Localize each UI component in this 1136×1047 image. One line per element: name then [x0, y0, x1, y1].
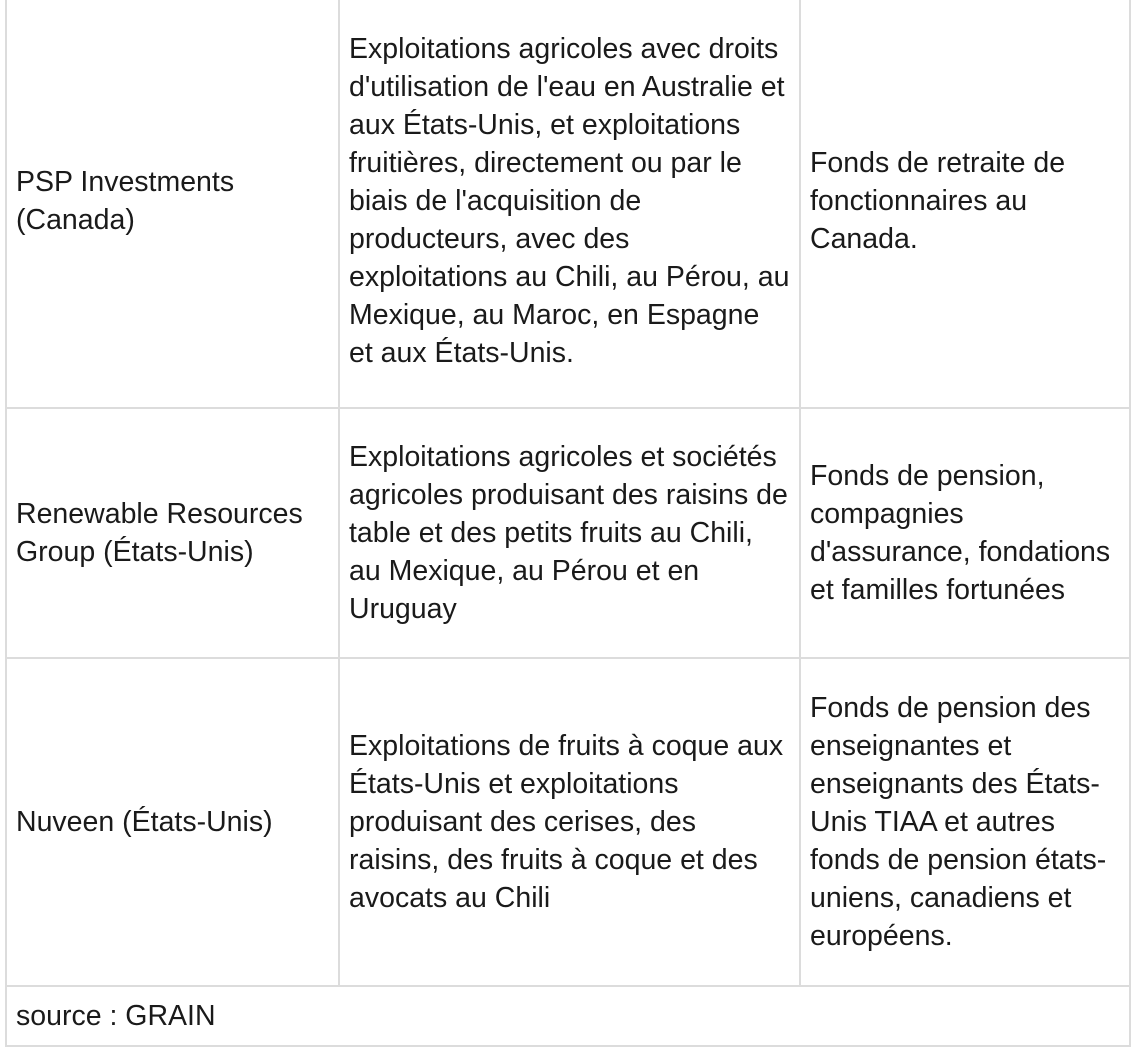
table-row [6, 408, 1130, 658]
company-cell [6, 658, 339, 986]
investors-text: Fonds de pension, compagnies d'assurance, fondations et familles fortunées [810, 460, 1111, 606]
source-text: source : GRAIN [16, 1000, 216, 1032]
investors-text: Fonds de retraite de fonctionnaires au Canada. [810, 146, 1066, 255]
source-cell [6, 986, 1130, 1046]
holdings-text: Exploitations de fruits à coque aux États-Unis et exploitations produisant des cerises, des raisins, des fruits à coque et des avocats au Chili [349, 730, 784, 914]
investors-cell [800, 408, 1130, 658]
holdings-text: Exploitations agricoles et sociétés agricoles produisant des raisins de table et des petits fruits au Chili, au Mexique, au Pérou et en Uruguay [349, 441, 788, 625]
company-name: Renewable Resources Group (États-Unis) [16, 498, 303, 568]
holdings-cell [339, 0, 800, 408]
company-name: Nuveen (États-Unis) [16, 806, 273, 838]
investment-table [5, 0, 1131, 1047]
table-row [6, 658, 1130, 986]
investors-cell [800, 0, 1130, 408]
company-cell [6, 0, 339, 408]
holdings-text: Exploitations agricoles avec droits d'utilisation de l'eau en Australie et aux États-Unis, et exploitations fruitières, directement ou par le biais de l'acquisition de producteurs, avec des exploitations au Chili, au Pérou, au Mexique, au Maroc, en Espagne et aux États-Unis. [349, 32, 790, 369]
investors-cell [800, 658, 1130, 986]
holdings-cell [339, 658, 800, 986]
table-row [6, 0, 1130, 408]
company-cell [6, 408, 339, 658]
company-name: PSP Investments (Canada) [16, 165, 235, 236]
source-row [6, 986, 1130, 1046]
investors-text: Fonds de pension des enseignantes et enseignants des États-Unis TIAA et autres fonds de pension états-uniens, canadiens et européens. [810, 692, 1107, 952]
holdings-cell [339, 408, 800, 658]
